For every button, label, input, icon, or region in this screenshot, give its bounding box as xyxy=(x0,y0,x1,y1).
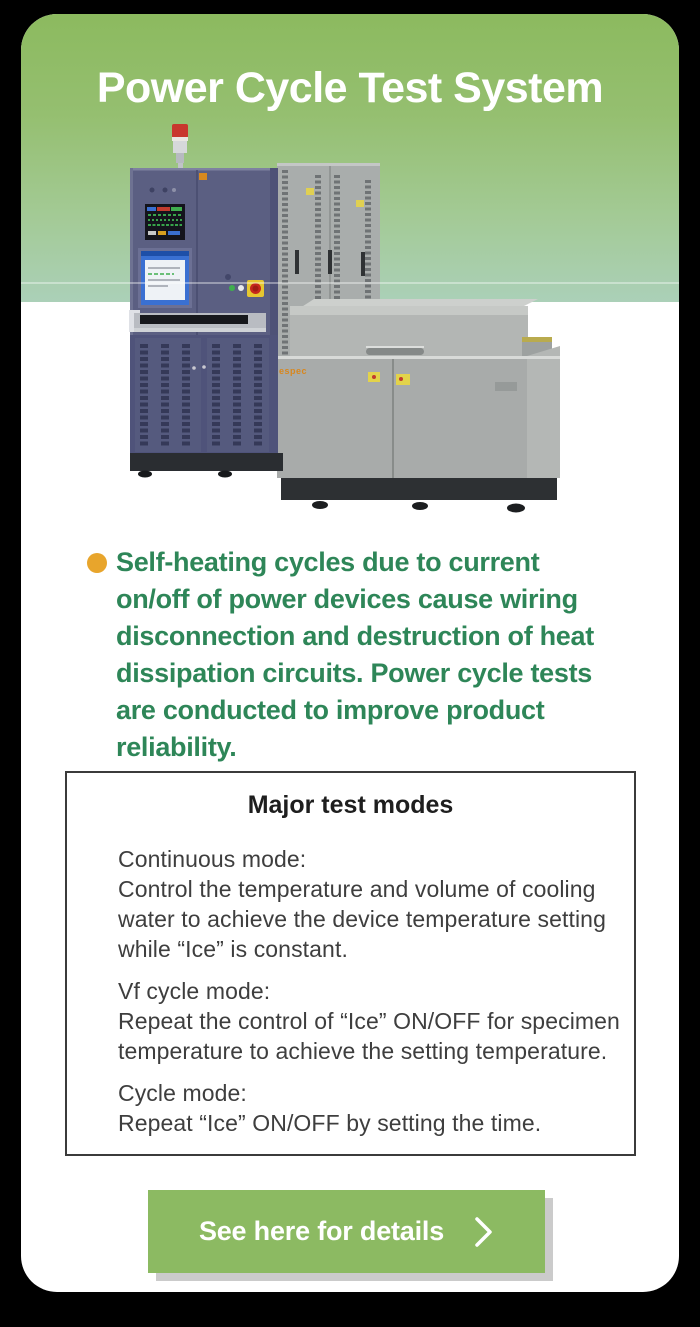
espec-logo: espec xyxy=(279,366,308,376)
modes-box-title: Major test modes xyxy=(247,791,454,819)
mode-vf-cycle xyxy=(118,976,640,1066)
orange-bullet-icon xyxy=(87,553,107,573)
product-photo xyxy=(110,120,575,520)
mode-description: Repeat “Ice” ON/OFF by setting the time. xyxy=(118,1110,542,1136)
signal-tower-icon xyxy=(172,124,188,171)
chest-unit-section xyxy=(277,299,560,513)
blue-cabinet-section xyxy=(129,168,283,478)
chevron-right-icon xyxy=(474,1216,494,1248)
see-details-label: See here for details xyxy=(198,1216,445,1246)
mode-label: Vf cycle mode: xyxy=(118,978,271,1004)
product-card xyxy=(21,14,679,1292)
intro-text: Self-heating cycles due to current on/off of power devices cause wiring disconnection and destruction of heat dissipation circuits. Power cycle tests are conducted to improve product reliability. xyxy=(116,547,594,762)
intro-section xyxy=(87,544,615,766)
modes-list xyxy=(118,844,640,1138)
backdrop-seam-line xyxy=(21,282,679,284)
mode-label: Cycle mode: xyxy=(118,1080,247,1106)
page-title: Power Cycle Test System xyxy=(96,64,604,112)
mode-label: Continuous mode: xyxy=(118,846,307,872)
mode-description: Repeat the control of “Ice” ON/OFF for specimen temperature to achieve the setting temperature. xyxy=(118,1008,620,1064)
mode-description: Control the temperature and volume of cooling water to achieve the device temperature setting while “Ice” is constant. xyxy=(118,876,606,962)
mode-continuous xyxy=(118,844,640,964)
mode-cycle xyxy=(118,1078,640,1138)
see-details-button[interactable] xyxy=(148,1190,545,1273)
major-test-modes-box xyxy=(65,771,636,1156)
